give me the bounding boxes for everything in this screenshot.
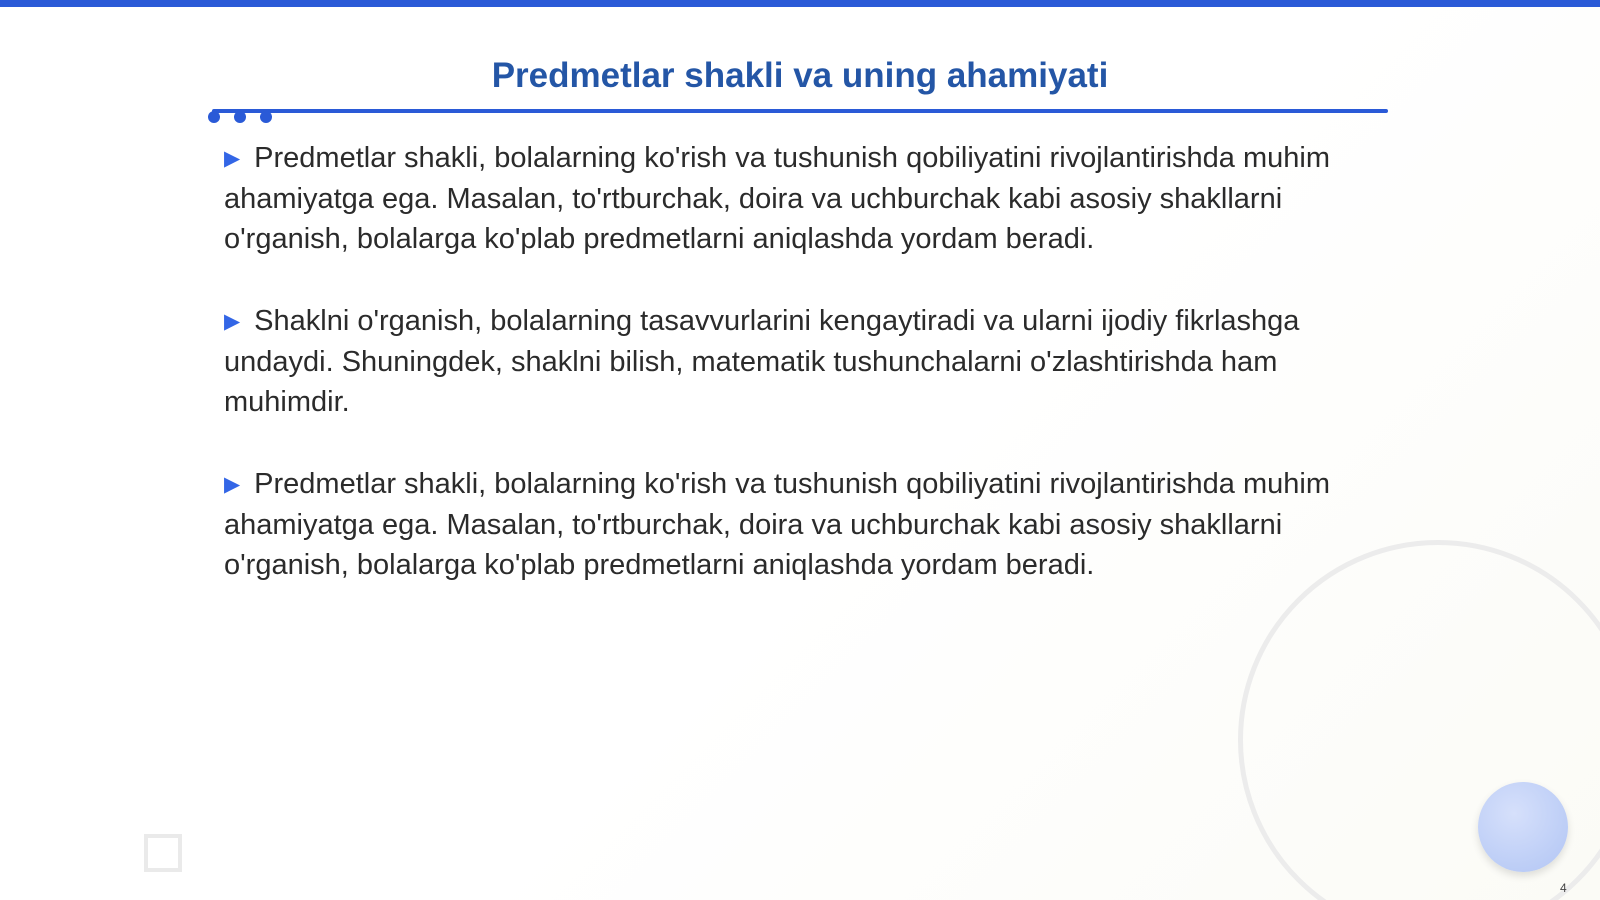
- play-triangle-icon: ▶: [224, 310, 241, 333]
- bullet-list: [224, 138, 1374, 627]
- play-triangle-icon: ▶: [224, 473, 241, 496]
- bullet-text: Predmetlar shakli, bolalarning ko'rish va tushunish qobiliyatini rivojlantirishda muhim ahamiyatga ega. Masalan, to'rtburchak, doira va uchburchak kabi asosiy shakllarni o'rganish, bolalarga ko'plab predmetlarni aniqlashda yordam beradi.: [224, 468, 1330, 581]
- page-number: 4: [1560, 881, 1567, 895]
- bullet-text: Shaklni o'rganish, bolalarning tasavvurlarini kengaytiradi va ularni ijodiy fikrlashga undaydi. Shuningdek, shaklni bilish, matematik tushunchalarni o'zlashtirishda ham muhimdir.: [224, 305, 1300, 418]
- decorative-disc: [1478, 782, 1568, 872]
- play-triangle-icon: ▶: [224, 147, 241, 170]
- bullet-item: [224, 464, 1374, 585]
- decorative-dot: [260, 111, 272, 123]
- bullet-item: [224, 301, 1374, 422]
- bullet-text: Predmetlar shakli, bolalarning ko'rish va tushunish qobiliyatini rivojlantirishda muhim ahamiyatga ega. Masalan, to'rtburchak, doira va uchburchak kabi asosiy shakllarni o'rganish, bolalarga ko'plab predmetlarni aniqlashda yordam beradi.: [224, 142, 1330, 255]
- decorative-square: [144, 834, 182, 872]
- decorative-dot: [208, 111, 220, 123]
- bullet-item: [224, 138, 1374, 259]
- top-accent-bar: [0, 0, 1600, 7]
- title-underline: [212, 109, 1388, 113]
- slide-title: Predmetlar shakli va uning ahamiyati: [491, 56, 1109, 95]
- decorative-dot: [234, 111, 246, 123]
